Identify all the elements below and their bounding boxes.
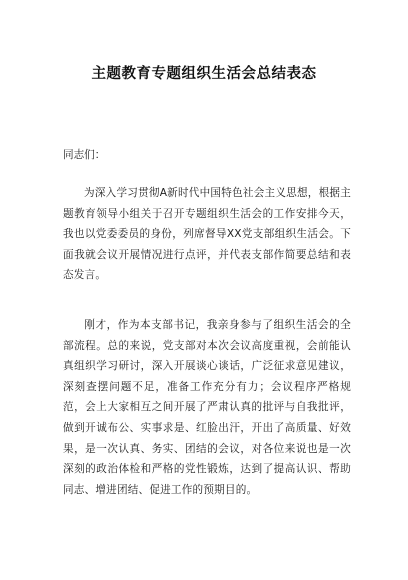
paragraph-1	[63, 183, 351, 286]
paragraph-1-text: 为深入学习贯彻A新时代中国特色社会主义思想，根据主题教育领导小组关于召开专题组织生活会的工作安排今天，我也以党委委员的身份，列席督导XX党支部组织生活会。下面我就会议开展情况进行点评，并代表支部作简要总结和表态发言。	[63, 187, 351, 282]
salutation: 同志们：	[63, 149, 106, 161]
document-title: 主题教育专题组织生活会总结表态	[91, 65, 317, 82]
paragraph-2	[63, 315, 351, 500]
paragraph-2-text: 刚才，作为本支部书记，我亲身参与了组织生活会的全部流程。总的来说，党支部对本次会议高度重视，会前能认真组织学习研讨，深入开展谈心谈话，广泛征求意见建议，深刻查摆问题不足，准备工作充分有力；会议程序严格规范，会上大家相互之间开展了严肃认真的批评与自我批评，做到开诚布公、实事求是、红脸出汗，开出了高质量、好效果，是一次认真、务实、团结的会议，对各位来说也是一次深刻的政治体检和严格的党性锻炼，达到了提高认识、帮助同志、增进团结、促进工作的预期目的。	[63, 319, 351, 496]
